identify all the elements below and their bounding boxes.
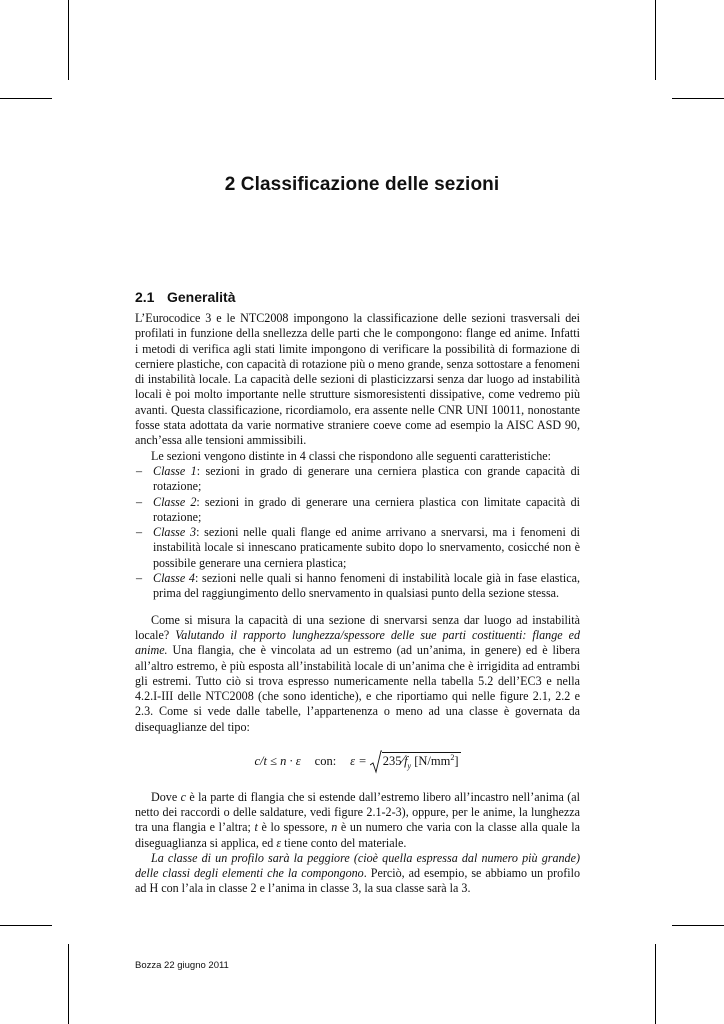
crop-mark-top-left-horizontal: [0, 98, 52, 99]
square-root-sign: [370, 750, 382, 774]
formula-unit-exponent: 2: [450, 753, 455, 763]
class-list-item: [135, 525, 580, 571]
formula-lhs: c/t ≤ n · ε: [254, 754, 301, 769]
formula-unit-close: ]: [454, 754, 459, 769]
formula-con: con:: [314, 754, 337, 769]
formula-epsilon: ε =: [350, 754, 367, 769]
class-description: : sezioni in grado di generare una cerniera plastica con limitate capacità di rotazione;: [153, 494, 580, 524]
formula-fy-subscript: y: [407, 761, 412, 771]
variable-c: c: [180, 789, 186, 804]
class-name: Classe 3: [153, 525, 197, 540]
class-name: Classe 2: [153, 494, 197, 509]
paragraph-definitions: Dove c è la parte di flangia che si estende dall’estremo libero all’incastro nell’anima (al netto dei raccordi o delle saldature, vedi figure 2.1-2-3), oppure, per le anime, la lunghezza tra una flangia e l’altra; t è lo spessore, n è un numero che varia con la classe alla quale la diseguaglianza si applica, ed ε tiene conto del materiale.: [135, 789, 580, 850]
inequality-formula: [135, 747, 580, 778]
crop-mark-bottom-right-horizontal: [672, 925, 724, 926]
emphasis: Valutando il rapporto lunghezza/spessore delle sue parti costituenti: flange ed anime.: [135, 627, 581, 658]
class-description: : sezioni nelle quali flange ed anime arrivano a snervarsi, ma i fenomeni di instabilità locale si innescano praticamente subito dopo lo snervamento, cosicché non è possibile generare una cerniera plastica;: [153, 525, 580, 570]
class-name: Classe 1: [153, 463, 197, 478]
crop-mark-top-right-horizontal: [672, 98, 724, 99]
paragraph-intro: L’Eurocodice 3 e le NTC2008 impongono la classificazione delle sezioni trasversali dei profilati in funzione della snellezza delle parti che le compongono: flange ed anime. Infatti i metodi di verifica agli stati limite impongono di verificare la possibilità di formazione di cerniere plastiche, con capacità di rotazione più o meno grande, senza sottostare a fenomeni di instabilità locale. La capacità delle sezioni di plasticizzarsi senza dar luogo ad instabilità locali è poi molto importante nelle strutture sismoresistenti dissipative, come vedremo più avanti. Questa classificazione, ricordiamolo, era assente nelle CNR UNI 10011, nonostante fosse stata adottata da varie normative straniere coeve come ad esempio la AISC ASD 90, anch’essa alle tensioni ammissibili.: [135, 311, 580, 448]
class-name: Classe 4: [153, 571, 195, 586]
class-list-item: [135, 571, 580, 602]
variable-n: n: [331, 820, 338, 835]
class-list: [135, 464, 580, 602]
class-list-item: [135, 464, 580, 495]
section-number: 2.1: [135, 289, 155, 305]
class-description: : sezioni nelle quali si hanno fenomeni di instabilità locale già in fase elastica, prima del raggiungimento dello snervamento in qualsiasi punto della sezione stessa.: [153, 571, 580, 601]
division-slash: ∕: [401, 753, 405, 770]
class-list-item: [135, 495, 580, 526]
crop-mark-top-right-vertical: [655, 0, 656, 80]
variable-epsilon: ε: [276, 835, 282, 850]
formula-unit: [N/mm: [411, 754, 451, 769]
formula-fy: f: [404, 754, 408, 769]
paragraph-classes-intro: Le sezioni vengono distinte in 4 classi che rispondono alle seguenti caratteristiche:: [151, 448, 551, 463]
crop-mark-top-left-vertical: [68, 0, 69, 80]
list-dash: –: [136, 571, 143, 586]
section-heading: [135, 289, 235, 305]
variable-t: t: [254, 820, 258, 835]
chapter-title: 2 Classificazione delle sezioni: [224, 174, 500, 195]
section-title: Generalità: [167, 289, 236, 305]
crop-mark-bottom-right-vertical: [655, 944, 656, 1024]
formula-235: 235: [382, 754, 402, 769]
body-text: [135, 311, 580, 897]
crop-mark-bottom-left-horizontal: [0, 925, 52, 926]
list-dash: –: [136, 494, 143, 509]
class-description: : sezioni in grado di generare una cerniera plastica con grande capacità di rotazione;: [153, 463, 580, 494]
list-dash: –: [136, 463, 143, 478]
radicand: [382, 752, 461, 771]
paragraph-measure: Come si misura la capacità di una sezione di snervarsi senza dar luogo ad instabilità locale? Valutando il rapporto lunghezza/spessore delle sue parti costituenti: flange ed anime. Una flangia, che è vincolata ad un estremo (ad un’anima, in genere) ed è libera all’altro estremo, è più esposta all’instabilità locale di un’anima che è irrigidita ad entrambi gli estremi. Tutto ciò si trova espresso numericamente nella tabella 5.2 dell’EC3 e nella 4.2.I-III delle NTC2008 (che sono identiche), e che riportiamo qui nelle figure 2.1, 2.2 e 2.3. Come si vede dalle tabelle, l’appartenenza o meno ad una classe è governata da disequaglianze del tipo:: [135, 612, 581, 734]
paragraph-profile-class: La classe di un profilo sarà la peggiore (cioè quella espressa dal numero più grande) delle classi degli elementi che la compongono. Perciò, ad esempio, se abbiamo un profilo ad H con l’ala in classe 2 e l’anima in classe 3, la sua classe sarà la 3.: [135, 850, 580, 896]
footer-draft-date: Bozza 22 giugno 2011: [135, 960, 229, 971]
emphasis: La classe di un profilo sarà la peggiore (cioè quella espressa dal numero più grande) delle classi degli elementi che la compongono: [135, 850, 580, 881]
crop-mark-bottom-left-vertical: [68, 944, 69, 1024]
list-dash: –: [136, 525, 143, 540]
